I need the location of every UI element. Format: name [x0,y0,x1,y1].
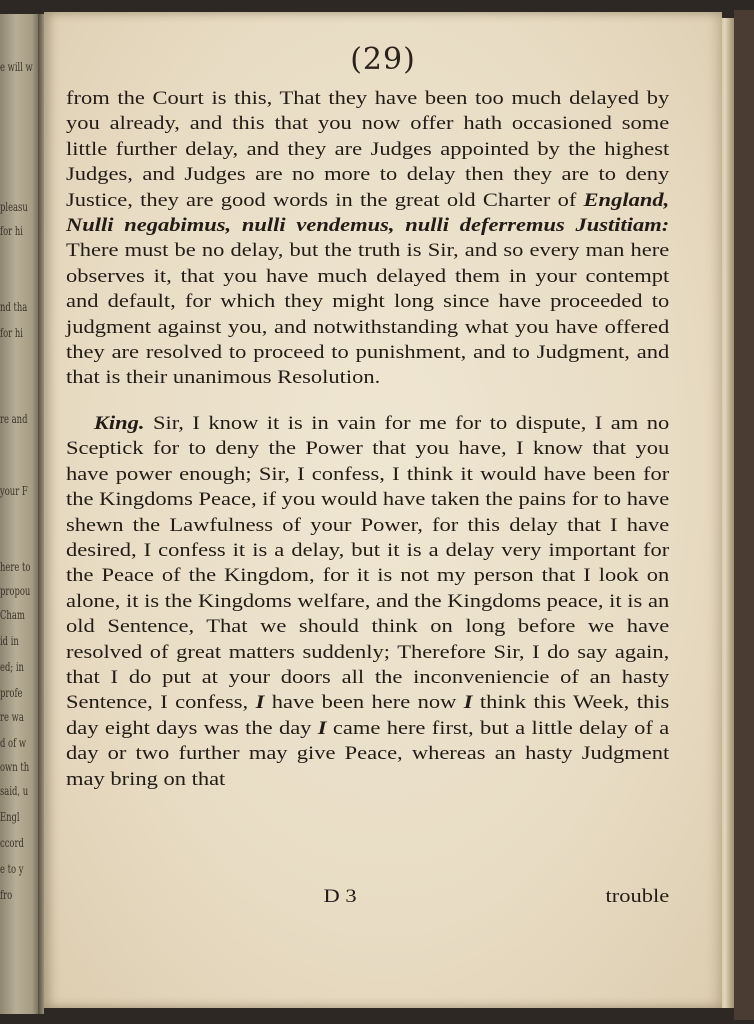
left-page-fragment: your F [0,484,28,498]
left-page-edge [0,14,40,1014]
left-page-fragment: e to y [0,862,24,876]
king-text-part3: think this Week, this day eight days was the day [66,692,670,739]
page-footer [66,886,669,912]
left-page-fragment: for hi [0,326,23,340]
page-body [66,86,669,792]
left-page-fragment: propou [0,584,31,598]
left-page-fragment: ccord [0,836,24,850]
paragraph-court [66,86,669,391]
speaker-label: King. [93,412,145,434]
king-text-part1: Sir, I know it is in vain for me for to dispute, I am no Sceptick for to deny the Power that you have, I know that you have power enough; Sir, I confess, I think it would have been for the Kingdoms Peace, if you would have taken the pains for to have shewn the Lawfulness of your Power, for this delay that I have desired, I confess it is a delay, but it is a delay very important for the Peace of the Kingdom, for it is not my person that I look on alone, it is the Kingdoms welfare, and the Kingdoms peace, it is an old Sentence, That we should think on long before we have resolved of great matters suddenly; Therefore Sir, I do say again, that I do put at your doors all the inconveniencie of an hasty Sentence, I confess, [66,412,670,714]
left-page-fragment: here to [0,560,31,574]
king-text-part2: have been here now [264,692,464,714]
left-page-fragment: re and [0,412,28,426]
court-text-part2: There must be no delay, but the truth is Sir, and so every man here observes it, that you have much delayed them in your contempt and default, for which they might long since have proceeded to judgment against you, and notwithstanding what you have offered they are resolved to proceed to punishment, and to Judgment, and that is their unanimous Resolution. [66,240,670,389]
court-text-part1: from the Court is this, That they have been too much delayed by you already, and this that you now offer hath occasioned some little further delay, and they are Judges appointed by the highest Judges, and Judges are no more to delay then they are to deny Justice, they are good words in the great old Charter of [66,88,670,211]
paragraph-king [66,411,669,792]
catchword: trouble [605,886,670,907]
book-cover-edge [734,10,754,1020]
left-page-fragment: said, u [0,784,29,798]
latin-quote: England, Nulli negabimus, nulli vendemus, nulli deferremus Justitiam: [66,189,670,237]
left-page-fragment: re wa [0,710,24,724]
left-page-fragment: ed; in [0,660,24,674]
left-page-fragment: Engl [0,810,20,824]
king-italic-i1: I [255,692,265,714]
signature-mark: D 3 [323,886,357,907]
left-page-fragment: Cham [0,608,25,622]
king-text-part4: came here first, but a little delay of a day or two further may give Peace, whereas an hasty Judgment may bring on that [66,717,670,790]
left-page-fragment: for hi [0,224,23,238]
left-page-fragment: nd tha [0,300,28,314]
left-page-fragment: e will w [0,60,33,74]
page-number: (29) [350,42,416,77]
left-page-fragment: pleasu [0,200,28,214]
left-page-fragment: fro [0,888,13,902]
king-italic-i3: I [317,717,327,739]
left-page-fragment: profe [0,686,23,700]
left-page-fragment: d of w [0,736,27,750]
left-page-fragment: id in [0,634,19,648]
book-page [44,12,722,1008]
left-page-fragment: own th [0,760,30,774]
king-italic-i2: I [463,692,473,714]
